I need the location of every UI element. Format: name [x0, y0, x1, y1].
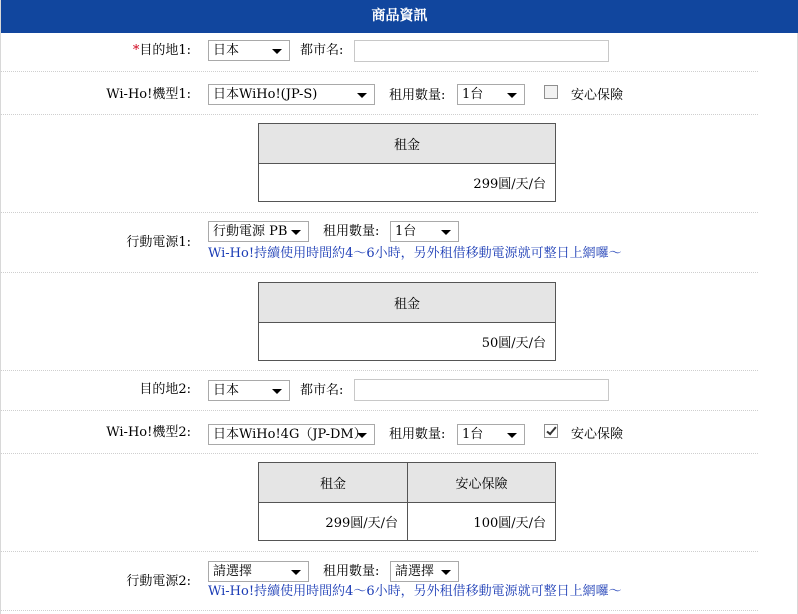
insurance-1-label: 安心保險 [571, 88, 624, 103]
power-quantity-1-value: 1台 [395, 224, 417, 239]
chevron-down-icon [357, 93, 367, 98]
destination-1-label [133, 43, 191, 59]
power-quantity-2-label: 租用數量: [323, 564, 380, 579]
quantity-1-select[interactable] [457, 84, 525, 105]
chevron-down-icon [291, 230, 301, 235]
chevron-down-icon [357, 433, 367, 438]
rent-table-2 [258, 462, 556, 541]
power-bank-1-select[interactable] [208, 221, 309, 242]
city-2-label: 都市名: [300, 383, 344, 398]
quantity-1-value: 1台 [462, 87, 484, 102]
power-quantity-2-value: 請選擇 [395, 564, 435, 579]
divider [1, 370, 758, 371]
destination-1-value: 日本 [213, 43, 240, 58]
city-2-input[interactable] [354, 379, 609, 401]
insurance-2-checkbox[interactable] [544, 424, 558, 438]
power-bank-2-note: Wi-Ho!持續使用時間約4～6小時，另外租借移動電源就可整日上網囉～ [208, 584, 622, 599]
rent-value: 299圓/天/台 [259, 164, 556, 202]
chevron-down-icon [441, 230, 451, 235]
city-1-label: 都市名: [300, 43, 344, 58]
chevron-down-icon [272, 389, 282, 394]
quantity-1-label: 租用數量: [389, 88, 446, 103]
insurance-1-checkbox[interactable] [544, 85, 558, 99]
divider [1, 71, 758, 72]
rent-header: 租金 [259, 124, 556, 164]
divider [1, 551, 758, 552]
model-2-value: 日本WiHo!4G（JP-DM） [213, 427, 367, 442]
destination-1-select[interactable] [208, 40, 290, 61]
power-quantity-1-select[interactable] [390, 221, 459, 242]
power-bank-1-label: 行動電源1: [126, 235, 191, 250]
divider [1, 410, 758, 411]
power-rent-value: 50圓/天/台 [259, 323, 556, 361]
power-bank-2-label: 行動電源2: [126, 574, 191, 589]
divider [1, 272, 758, 273]
destination-2-value: 日本 [213, 383, 240, 398]
power-bank-1-value: 行動電源 PB [213, 224, 288, 239]
insurance-header: 安心保險 [408, 463, 556, 503]
model-1-label: Wi-Ho!機型1: [106, 87, 191, 102]
chevron-down-icon [507, 433, 517, 438]
chevron-down-icon [507, 93, 517, 98]
insurance-2-label: 安心保險 [571, 427, 624, 442]
model-2-select[interactable] [208, 424, 375, 445]
power-rent-table-1 [258, 282, 556, 361]
power-bank-2-select[interactable] [208, 561, 309, 582]
chevron-down-icon [291, 570, 301, 575]
required-mark: * [132, 43, 140, 58]
destination-1-label-text: 目的地1: [139, 43, 191, 58]
power-quantity-1-label: 租用數量: [323, 224, 380, 239]
quantity-2-label: 租用數量: [389, 427, 446, 442]
divider [1, 610, 758, 611]
divider [1, 212, 758, 213]
power-quantity-2-select[interactable] [390, 561, 459, 582]
destination-2-label: 目的地2: [139, 382, 191, 397]
city-1-input[interactable] [354, 40, 609, 62]
divider [1, 114, 758, 115]
model-2-label: Wi-Ho!機型2: [106, 425, 191, 440]
chevron-down-icon [272, 49, 282, 54]
power-rent-header: 租金 [259, 283, 556, 323]
quantity-2-value: 1台 [462, 427, 484, 442]
checkmark-icon [546, 425, 556, 436]
insurance-value: 100圓/天/台 [408, 503, 556, 541]
model-1-select[interactable] [208, 84, 375, 105]
power-bank-1-note: Wi-Ho!持續使用時間約4～6小時，另外租借移動電源就可整日上網囉～ [208, 246, 622, 261]
rent-header: 租金 [259, 463, 408, 503]
model-1-value: 日本WiHo!(JP-S) [213, 87, 318, 102]
destination-2-select[interactable] [208, 380, 290, 401]
power-bank-2-value: 請選擇 [213, 564, 253, 579]
divider [1, 453, 758, 454]
rent-value: 299圓/天/台 [259, 503, 408, 541]
chevron-down-icon [441, 570, 451, 575]
quantity-2-select[interactable] [457, 424, 525, 445]
rent-table-1 [258, 123, 556, 202]
section-header: 商品資訊 [1, 0, 798, 33]
